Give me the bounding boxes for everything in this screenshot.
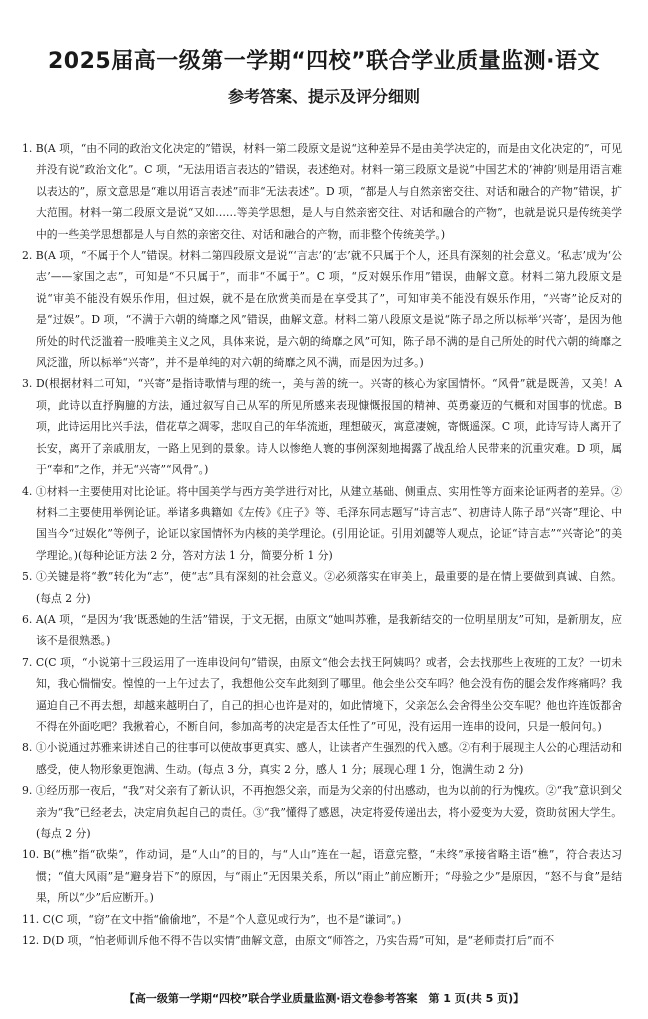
answer-item-5: 5. ①关键是将“教”转化为“志”，使“志”具有深刻的社会意义。②必须落实在审美上，最重要的是在情上要做到真诚、自然。(每点 2 分) bbox=[22, 570, 622, 605]
answer-item-6: 6. A(A 项，“是因为‘我’既悉她的生活”错误，于文无据，由原文“她叫苏雅，是我新结交的一位明星朋友”可知，是新朋友，应该不是很熟悉。) bbox=[22, 612, 622, 648]
answer-item-2: 2. B(A 项，“不属于个人”错误。材料二第四段原文是说“‘言志’的‘志’就不只属于个人，还具有深刻的社会意义。‘私志’成为‘公志’——家国之志”，可知是“不只属于”，而非“不属于”。C 项，“反对娱乐作用”错误，曲解文意。材料二第九段原文是说“审美不能没有娱乐作用，但过娱，就不是在欣赏美而是在享受其了”，可知审美不能没有娱乐作用，“兴寄”论反对的是“过娱”。D 项，“不满于六朝的绮靡之风”错误，曲解文意。材料二第八段原文是说“陈子昂之所以标举‘兴寄’，是因为他所处的时代泛滥着一股唯美主义之风，具体来说，是六朝的绮靡之风”可知，陈子昂不满的是自己所处的时代六朝的绮靡之风泛滥，所以标举“兴寄”，并不是单纯的对六朝的绮靡之风不满，而是因为过多。) bbox=[22, 249, 622, 370]
page-footer: 【高一级第一学期“四校”联合学业质量监测·语文卷参考答案 第 1 页(共 5 页)】 bbox=[123, 992, 525, 1005]
answer-item-11: 11. C(C 项，“窃”在文中指“偷偷地”，不是“个人意见或行为”，也不是“谦词”。) bbox=[22, 912, 402, 926]
answer-item-3: 3. D(根据材料二可知，“兴寄”是指诗歌情与理的统一，美与善的统一。兴寄的核心为家国情怀。“风骨”就是既善，又美！A 项，此诗以直抒胸臆的方法，通过叙写自己从军的所见所感来表现慷慨报国的精神、英勇豪迈的气概和对国事的忧虑。B 项，此诗运用比兴手法，借花草之凋零，悲叹自己的年华流逝，理想破灭，寓意凄婉，寄慨遥深。C 项，此诗写诗人离开了长安，离开了亲戚朋友，一路上见到的景象。诗人以惨绝人寰的事例深刻地揭露了战乱给人民带来的沉重灾难。D 项，属于“奉和”之作，并无“兴寄”“风骨”。) bbox=[22, 377, 622, 477]
page-subtitle: 参考答案、提示及评分细则 bbox=[227, 87, 420, 106]
answer-list bbox=[22, 138, 622, 951]
answer-item-12: 12. D(D 项，“怕老师训斥他不得不告以实情”曲解文意，由原文“师答之，乃实告焉”可知，是“老师责打后”而不 bbox=[22, 934, 555, 948]
answer-item-9: 9. ①经历那一夜后，“我”对父亲有了新认识，不再抱怨父亲，而是为父亲的付出感动，也为以前的行为愧疚。②“我”意识到父亲为“我”已经老去，决定肩负起自己的责任。③“我”懂得了感恩，决定将爱传递出去，将小爱变为大爱，资助贫困大学生。(每点 2 分) bbox=[22, 784, 622, 840]
answer-item-8: 8. ①小说通过苏雅来讲述自己的往事可以使故事更真实、感人，让读者产生强烈的代入感。②有利于展现主人公的心理活动和感受，使人物形象更饱满、生动。(每点 3 分，真实 2 分，感人 1 分；展现心理 1 分，饱满生动 2 分) bbox=[22, 741, 622, 776]
answer-item-10: 10. B(“樵”指“砍柴”，作动词，是“人山”的目的，与“人山”连在一起，语意完整，“未终”承接省略主语“樵”，符合表达习惯；“值大风雨”是“避身岩下”的原因，与“雨止”无因果关系，所以“雨止”前应断开；“母验之少”是原因，“怒不与食”是结果，所以“少”后应断开。) bbox=[22, 848, 622, 905]
answer-item-4: 4. ①材料一主要使用对比论证。将中国美学与西方美学进行对比，从建立基础、侧重点、实用性等方面来论证两者的差异。②材料二主要使用举例论证。举诸多典籍如《左传》《庄子》等、毛泽东同志题写“诗言志”、初唐诗人陈子昂“兴寄”理论、中国当今“过娱化”等例子，论证以家国情怀为内核的美学理论。(引用论证。引用刘勰等人观点，论证“诗言志”“兴寄论”的美学理论。)(每种论证方法 2 分，答对方法 1 分，简要分析 1 分) bbox=[22, 484, 622, 562]
page-title: 2025届高一级第一学期“四校”联合学业质量监测·语文 bbox=[47, 49, 600, 74]
answer-item-7: 7. C(C 项，“小说第十三段运用了一连串设问句”错误，由原文“他会去找王阿姨吗？或者，会去找那些上夜班的工友？一切未知，我心惴惴安。惶惶的一上午过去了，我想他公交车此刻到了哪里。他会坐公交车吗？他会没有伤的腿会发作疼痛吗？我逼迫自己不再去想，却越来越明白了，自己的担心也许是对的，如此情境下，父亲怎么会舍得坐公交车呢？他也许连饭都舍不得在外面吃吧？我揪着心，不断自问，参加高考的决定是否太任性了”可见，没有运用一连串的设问，只是一般问句。) bbox=[22, 655, 622, 733]
answer-item-1: 1. B(A 项，“由不同的政治文化决定的”错误，材料一第二段原文是说“这种差异不是由美学决定的，而是由文化决定的”，可见并没有说“政治文化”。C 项，“无法用语言表达的”错误，表述绝对。材料一第三段原文是说“中国艺术的‘神韵’则是用语言难以表达的”，原文意思是“难以用语言表述”而非“无法表述”。D 项，“都是人与自然亲密交往、对话和融合的产物”错误，扩大范围。材料一第二段原文是说“又如……等美学思想，是人与自然亲密交往、对话和融合的产物”，也就是说只是传统美学中的一些美学思想都是人与自然的亲密交往、对话和融合的产物，而非整个传统美学。) bbox=[22, 142, 622, 241]
